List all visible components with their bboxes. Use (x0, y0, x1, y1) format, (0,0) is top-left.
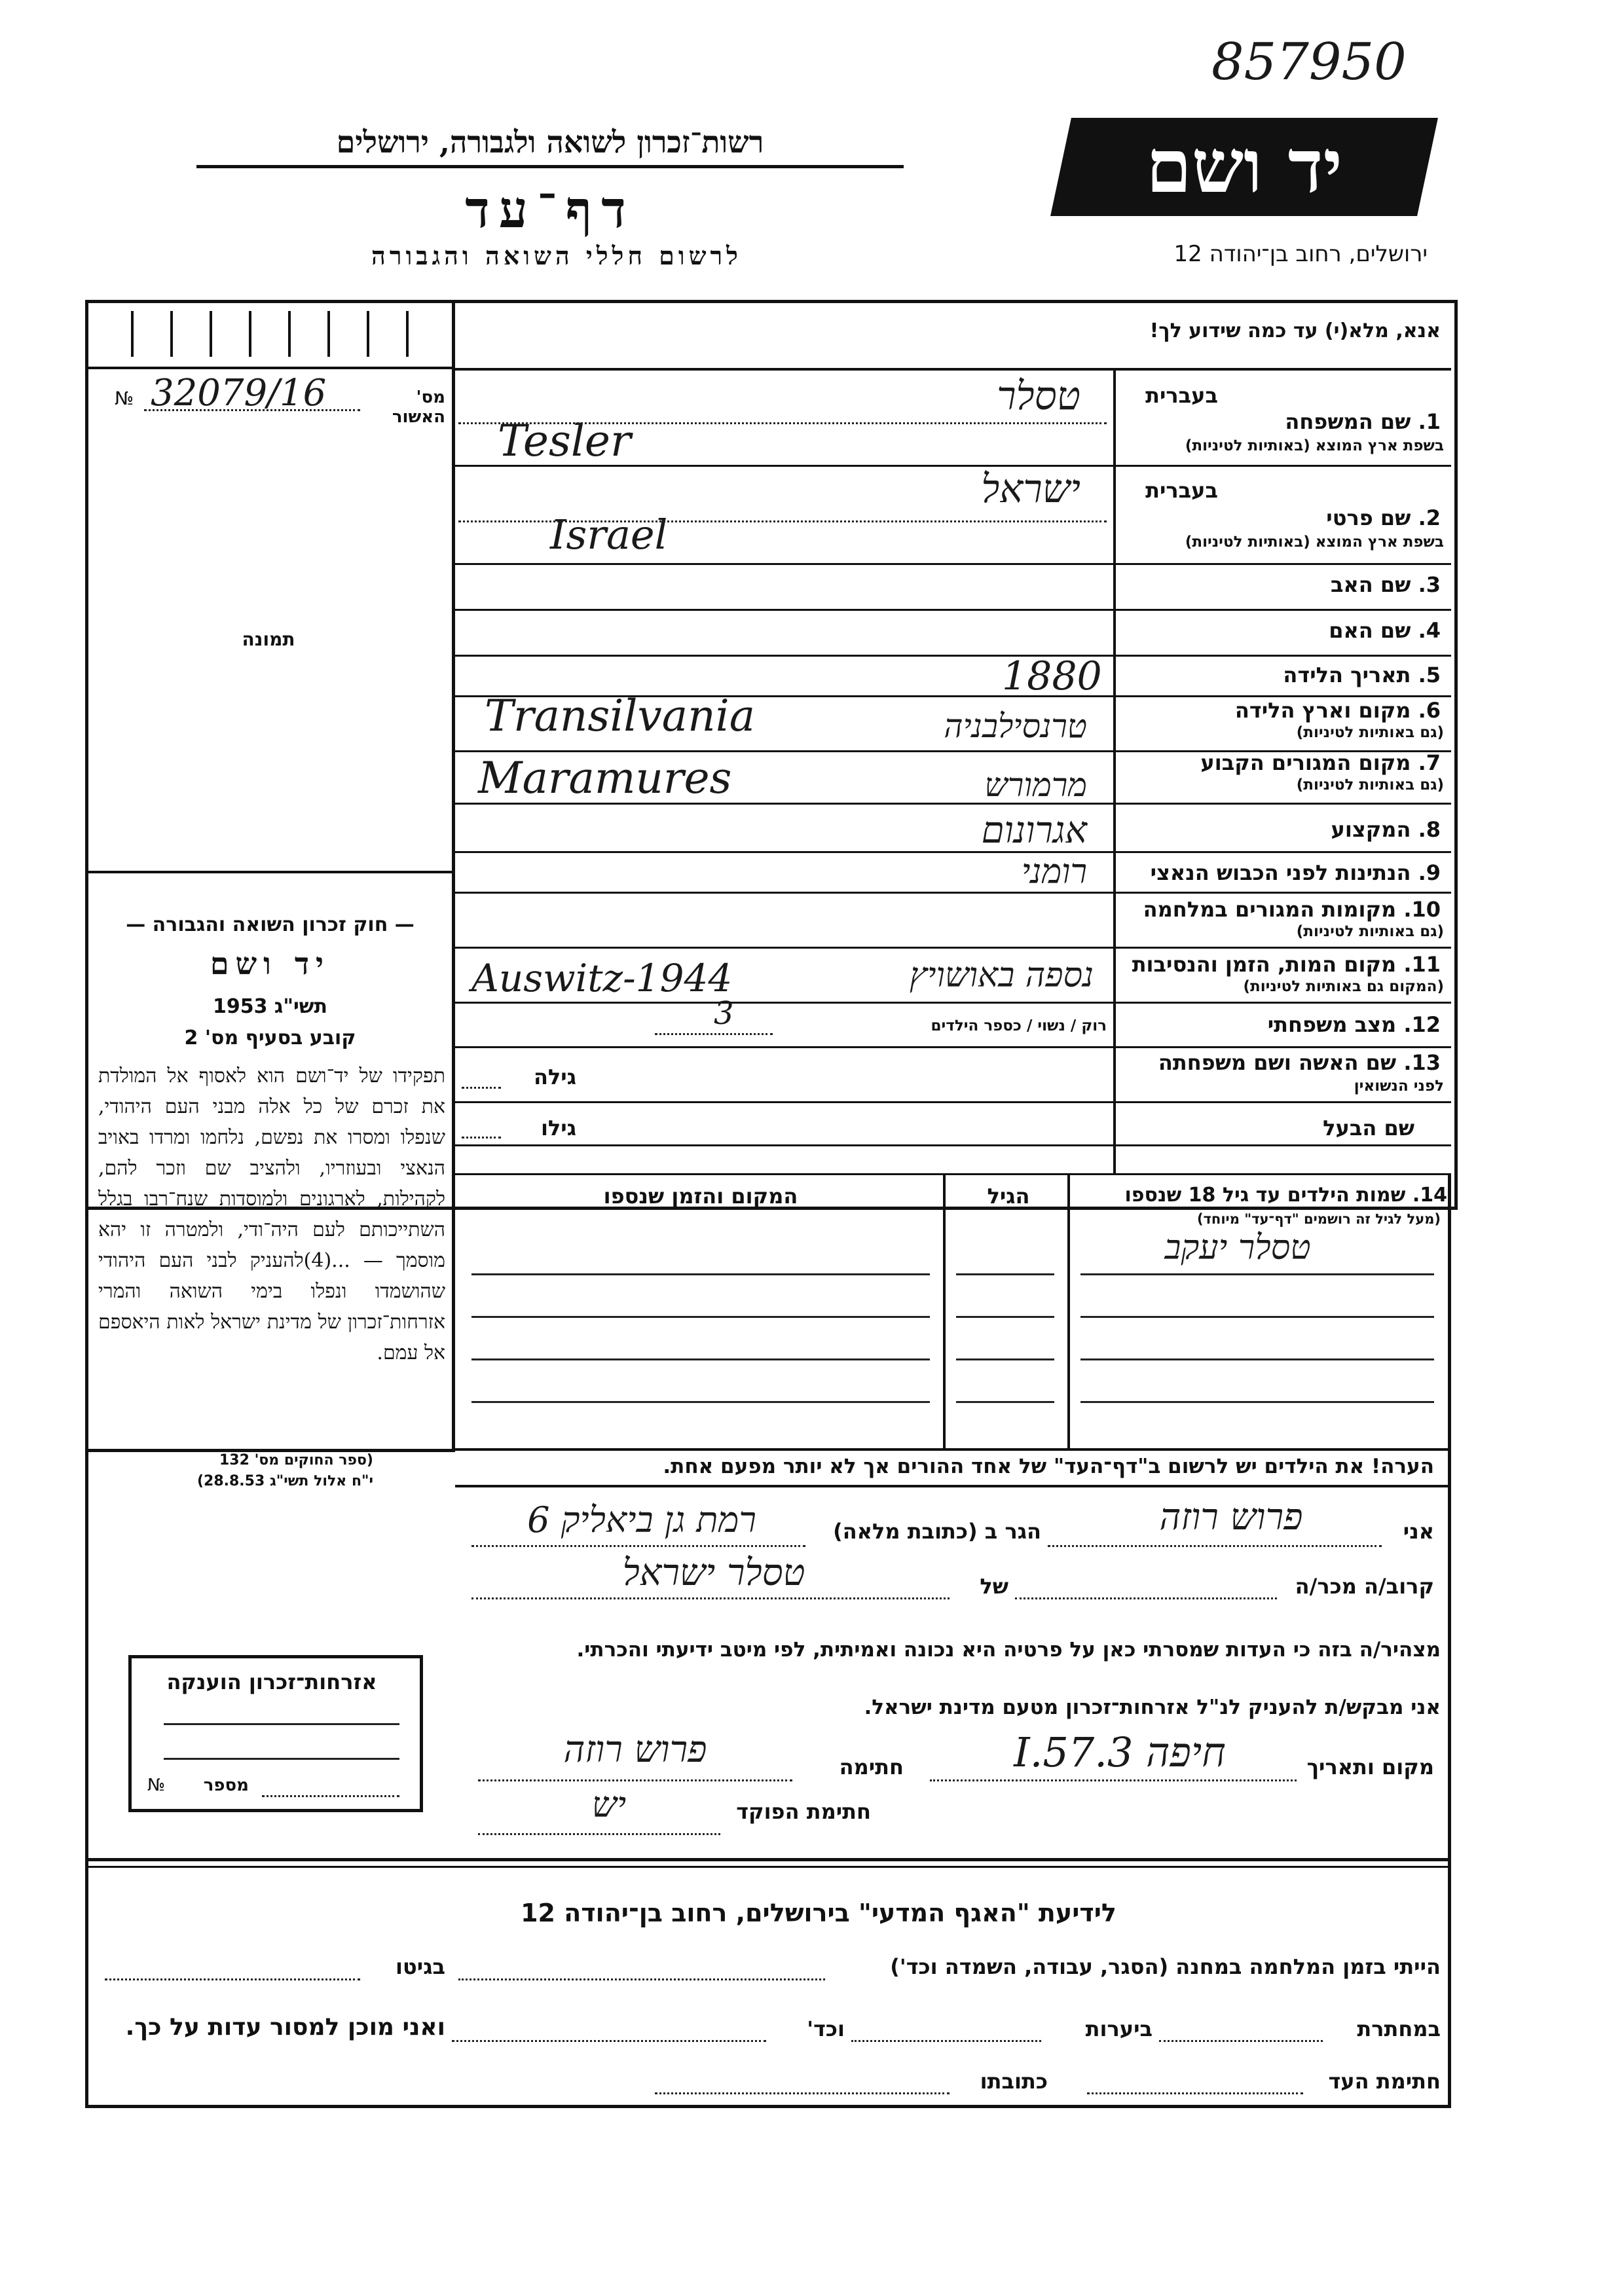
f5-num: 5. (1418, 663, 1441, 687)
f11-value-he[interactable]: נספה באושויץ (909, 956, 1094, 995)
children-row-line (471, 1316, 930, 1318)
place-date-value[interactable]: חיפה 3.I.57 (1014, 1728, 1226, 1776)
children-row-line (471, 1401, 930, 1403)
f14-child-1[interactable]: טסלר יעקב (1164, 1228, 1311, 1267)
photo-bottom-line (88, 871, 452, 873)
children-row-line (1080, 1358, 1434, 1360)
logo-text: יד ושם (1145, 124, 1343, 210)
bottom-line3-address (655, 2092, 950, 2094)
children-row-line (956, 1316, 1054, 1318)
f8-label-text: המקצוע (1331, 817, 1411, 842)
f7-sub: (גם באותיות לטיניות) (1296, 776, 1444, 793)
f2-num: 2. (1418, 505, 1441, 530)
f7-label-text: מקום המגורים הקבוע (1200, 750, 1411, 775)
bottom-line3-a: חתימת העד (1328, 2069, 1441, 2094)
declarant-relation-label: קרוב/ה מכר/ה (1295, 1574, 1434, 1599)
f9-label-text: הנתינות לפני הכבוש הנאצי (1150, 860, 1411, 885)
f3-label (1126, 572, 1441, 597)
bottom-line2-c: וכד' (807, 2016, 845, 2041)
f11-value-lat[interactable]: Auswitz-1944 (471, 956, 733, 1000)
declarant-of: של (980, 1574, 1008, 1599)
f11-label-text: מקום המות, הזמן והנסיבות (1132, 952, 1397, 977)
signature-line (478, 1779, 792, 1781)
f11-sub: (המקום גם באותיות לטיניות) (1243, 978, 1444, 995)
row-line (455, 947, 1451, 949)
row-line (455, 1046, 1451, 1048)
intro-note: אנא, מלא(י) עד כמה שידוע לך! (1149, 319, 1441, 342)
box-number-line (262, 1795, 399, 1797)
f5-label (1126, 663, 1441, 687)
f2-value-he[interactable]: ישראל (981, 466, 1080, 512)
f6-value-he[interactable]: טרנסילבניה (944, 707, 1087, 745)
certificate-label: מס' האשור (392, 388, 445, 427)
bottom-line3-witness (1087, 2092, 1303, 2094)
box-no-mark: № (147, 1776, 166, 1795)
f7-value-he[interactable]: מרמורש (984, 766, 1087, 804)
f1-value-he[interactable]: טסלר (997, 373, 1080, 419)
f2-lang: בעברית (1145, 478, 1218, 503)
children-row-line (1080, 1401, 1434, 1403)
law-text: תפקידו של יד־ושם הוא לאסוף אל המולדת את זכרם של כל אלה מבני העם היהודי, שנפלו ומסרו את נפשם, נלחמו ומרדו באויב הנאצי ובעוזריו, ולהציב שם וזכר להם, לקהילות, לארגונים ולמוסדות שנח־רבו בגלל השתייכותם לעם היה־ודי, ולמטרה זו יהא מוסמך — ...(4)להעניק לבני העם היהודי שהושמדו ונפלו בימי השואה והמרי אזרחות־זכרון של מדינת ישראל לאות היאספם אל עמם. (98, 1065, 446, 1364)
husband-age-line (462, 1137, 501, 1139)
f7-label (1126, 750, 1441, 775)
tick-mark (249, 311, 251, 357)
f2-sub: בשפת ארץ המוצא (באותיות לטיניות) (1185, 534, 1444, 551)
bottom-frame-right (1448, 1859, 1451, 2108)
row-line (455, 1173, 1451, 1175)
row-line (455, 1002, 1451, 1004)
authority-underline (196, 165, 904, 168)
row-line (455, 1101, 1451, 1103)
law-title: — חוק זכרון השואה והגבורה — (126, 913, 415, 936)
box-line (164, 1723, 399, 1725)
f8-num: 8. (1418, 817, 1441, 842)
f4-label (1126, 618, 1441, 643)
bottom-frame-base (85, 2105, 1451, 2108)
f9-label (1126, 860, 1441, 885)
of-line (471, 1597, 950, 1599)
note-bottom-line (455, 1485, 1451, 1487)
f12-label (1126, 1012, 1441, 1037)
f10-label-text: מקומות המגורים במלחמה (1143, 897, 1397, 922)
f5-value[interactable]: 1880 (1002, 653, 1102, 699)
f10-label (1126, 897, 1441, 922)
place-date-label: מקום ותאריך (1306, 1755, 1434, 1779)
officer-signature[interactable]: יש (591, 1784, 627, 1825)
f14-col-place: המקום והזמן שנספו (603, 1184, 798, 1209)
f1-num: 1. (1418, 409, 1441, 434)
f12-children-count[interactable]: 3 (714, 995, 734, 1032)
f9-value[interactable]: רומני (1021, 852, 1087, 892)
f11-num: 11. (1403, 952, 1441, 977)
husband-age-label: גילו (540, 1116, 576, 1140)
f3-label-text: שם האב (1330, 572, 1411, 597)
f13-age-line (462, 1087, 501, 1089)
f13-age-label: גילה (533, 1065, 576, 1089)
children-bottom-line (455, 1448, 1451, 1451)
law-year-num: 1953 (212, 995, 268, 1018)
f13-num: 13. (1403, 1050, 1441, 1075)
husband-label: שם הבעל (1323, 1116, 1414, 1140)
f8-value[interactable]: אגרונום (981, 809, 1087, 852)
declarant-name-line (1048, 1545, 1382, 1547)
f1-value-lat[interactable]: Tesler (498, 416, 631, 466)
f5-label-text: תאריך הלידה (1283, 663, 1411, 687)
box-number-label: מספר (203, 1776, 249, 1795)
f7-value-lat[interactable]: Maramures (478, 753, 732, 803)
f14-num: 14. (1412, 1184, 1447, 1207)
signature-value[interactable]: פרוש רוזה (563, 1728, 707, 1771)
f6-num: 6. (1418, 698, 1441, 723)
form-subtitle: לרשום חללי השואה והגבורה (371, 241, 742, 270)
tick-baseline (88, 367, 452, 369)
bottom-title: לידיעת "האגף המדעי" בירושלים, רחוב בן־יהודה 12 (521, 1899, 1116, 1927)
declarant-request: אני מבקש/ת להעניק לנ"ל אזרחות־זכרון מטעם מדינת ישראל. (864, 1696, 1441, 1719)
declarant-ani: אני (1403, 1519, 1434, 1544)
f6-sub: (גם באותיות לטיניות) (1296, 724, 1444, 741)
officer-line (478, 1833, 720, 1835)
f13-sub: לפני הנשואין (1354, 1078, 1444, 1095)
f13-label (1126, 1050, 1441, 1075)
box-line (164, 1758, 399, 1760)
children-col-divider-1 (943, 1173, 946, 1448)
tick-mark (406, 311, 409, 357)
f1-line (458, 422, 1107, 424)
children-row-line (471, 1273, 930, 1275)
f13-label-text: שם האשה ושם משפחתה (1158, 1050, 1397, 1075)
signature-label: חתימה (839, 1755, 904, 1779)
law-year-he: תשי"ג (274, 995, 328, 1018)
yad-vashem-logo (1050, 118, 1438, 216)
certificate-number: 32079/16 (151, 372, 327, 414)
right-frame-extension (1448, 1173, 1451, 1861)
f3-num: 3. (1418, 572, 1441, 597)
declarant-address[interactable]: רמת גן ביאליק 6 (527, 1499, 756, 1540)
tick-mark (367, 311, 369, 357)
f4-label-text: שם האם (1329, 618, 1411, 643)
bottom-divider (85, 1858, 1451, 1861)
f12-label-text: מצב משפחתי (1267, 1012, 1397, 1037)
declarant-of-value[interactable]: טסלר ישראל (622, 1552, 805, 1594)
tick-mark (327, 311, 330, 357)
law-source: (ספר החוקים מס' 132 (219, 1452, 373, 1468)
bottom-line2-b: ביערות (1085, 2016, 1153, 2041)
f10-num: 10. (1403, 897, 1441, 922)
f14-col-age: הגיל (987, 1184, 1030, 1209)
f11-label (1126, 952, 1441, 977)
certificate-no-mark: № (115, 388, 134, 409)
authority-name: רשות־זכרון לשואה ולגבורה, ירושלים (336, 124, 764, 160)
f8-label (1126, 817, 1441, 842)
children-col-divider-2 (1067, 1173, 1070, 1448)
citizenship-box-title: אזרחות־זכרון הוענקה (166, 1669, 377, 1694)
children-row-line (956, 1273, 1054, 1275)
children-row-line (1080, 1316, 1434, 1318)
f1-lang: בעברית (1145, 383, 1218, 408)
children-row-line (956, 1401, 1054, 1403)
declarant-affirm: מצהיר/ה בזה כי העדות שמסרתי כאן על פרטיה היא נכונה ואמיתית, לפי מיטב ידיעתי והכרתי. (576, 1638, 1441, 1662)
tick-mark (288, 311, 291, 357)
law-year (95, 995, 445, 1018)
certificate-line (144, 409, 360, 411)
header-address: ירושלים, רחוב בן־יהודה 12 (1173, 241, 1428, 267)
officer-label: חתימת הפוקד (736, 1799, 871, 1824)
bottom-line2-underground (1159, 2040, 1323, 2042)
f2-label (1126, 505, 1441, 530)
row-line (455, 892, 1451, 894)
row-line (455, 563, 1451, 565)
f1-label-text: שם המשפחה (1285, 409, 1411, 434)
bottom-line2-etc (452, 2040, 766, 2042)
label-column-divider (1113, 368, 1116, 1173)
row-line (455, 655, 1451, 657)
bottom-line1-a: הייתי בזמן המלחמה במחנה (הסגר, עבודה, השמדה וכד') (890, 1954, 1441, 1979)
children-row-line (471, 1358, 930, 1360)
bottom-line2-a: במחתרת (1357, 2016, 1441, 2041)
f10-sub: (גם באותיות לטיניות) (1296, 923, 1444, 940)
bottom-line2-forests (851, 2040, 1041, 2042)
row-line (455, 609, 1451, 611)
bottom-line1-ghetto (105, 1978, 360, 1980)
f14-label-text: שמות הילדים עד גיל 18 שנספו (1124, 1184, 1406, 1207)
children-row-line (956, 1358, 1054, 1360)
f14-sub: (מעל לגיל זה רושמים "דף־עד" מיוחד) (1196, 1211, 1441, 1227)
declarant-residing: הגר ב (כתובת מלאה) (833, 1519, 1041, 1544)
form-title: דף־עד (465, 180, 635, 240)
f6-label (1126, 698, 1441, 723)
law-clause: קובע בסעיף מס' 2 (184, 1027, 356, 1049)
tick-mark (131, 311, 134, 357)
page-number: 857950 (1211, 33, 1407, 92)
f1-sub: בשפת ארץ המוצא (באותיות לטיניות) (1185, 437, 1444, 454)
f4-num: 4. (1418, 618, 1441, 643)
f6-label-text: מקום וארץ הלידה (1234, 698, 1411, 723)
f12-num: 12. (1403, 1012, 1441, 1037)
f12-line (655, 1033, 773, 1035)
f2-label-text: שם פרטי (1326, 505, 1411, 530)
children-row-line (1080, 1273, 1434, 1275)
bottom-outer-left (85, 1452, 88, 2108)
f14-label (1074, 1184, 1447, 1207)
f9-num: 9. (1418, 860, 1441, 885)
law-source-date: י"ח אלול תשי"ג 28.8.53) (196, 1473, 373, 1489)
f7-num: 7. (1418, 750, 1441, 775)
left-column-divider (452, 300, 455, 1452)
bottom-line2-d: ואני מוכן למסור עדות על כך. (125, 2014, 445, 2041)
tick-mark (210, 311, 212, 357)
bottom-line1-fill (458, 1978, 825, 1980)
f2-line (458, 520, 1107, 522)
declarant-name[interactable]: פרוש רוזה (1159, 1496, 1303, 1539)
photo-label: תמונה (242, 629, 295, 650)
f6-value-lat[interactable]: Transilvania (485, 691, 756, 741)
relation-line (1015, 1597, 1277, 1599)
children-note: הערה! את הילדים יש לרשום ב"דף־העד" של אחד ההורים אך לא יותר מפעם אחת. (663, 1455, 1434, 1478)
intro-row-line (455, 368, 1451, 371)
row-line (455, 1144, 1451, 1146)
tick-mark (170, 311, 173, 357)
place-date-line (930, 1779, 1297, 1781)
bottom-line1-b: בגיטו (396, 1954, 445, 1979)
left-column-outer (85, 300, 88, 1452)
f12-status-options: רוק / נשוי / כספר הילדים (931, 1017, 1107, 1034)
f1-label (1126, 409, 1441, 434)
f2-value-lat[interactable]: Israel (550, 511, 668, 558)
bottom-divider-double (85, 1866, 1451, 1868)
declarant-address-line (471, 1545, 805, 1547)
law-name: יד ושם (210, 946, 331, 981)
bottom-line3-b: כתובתו (980, 2069, 1048, 2094)
